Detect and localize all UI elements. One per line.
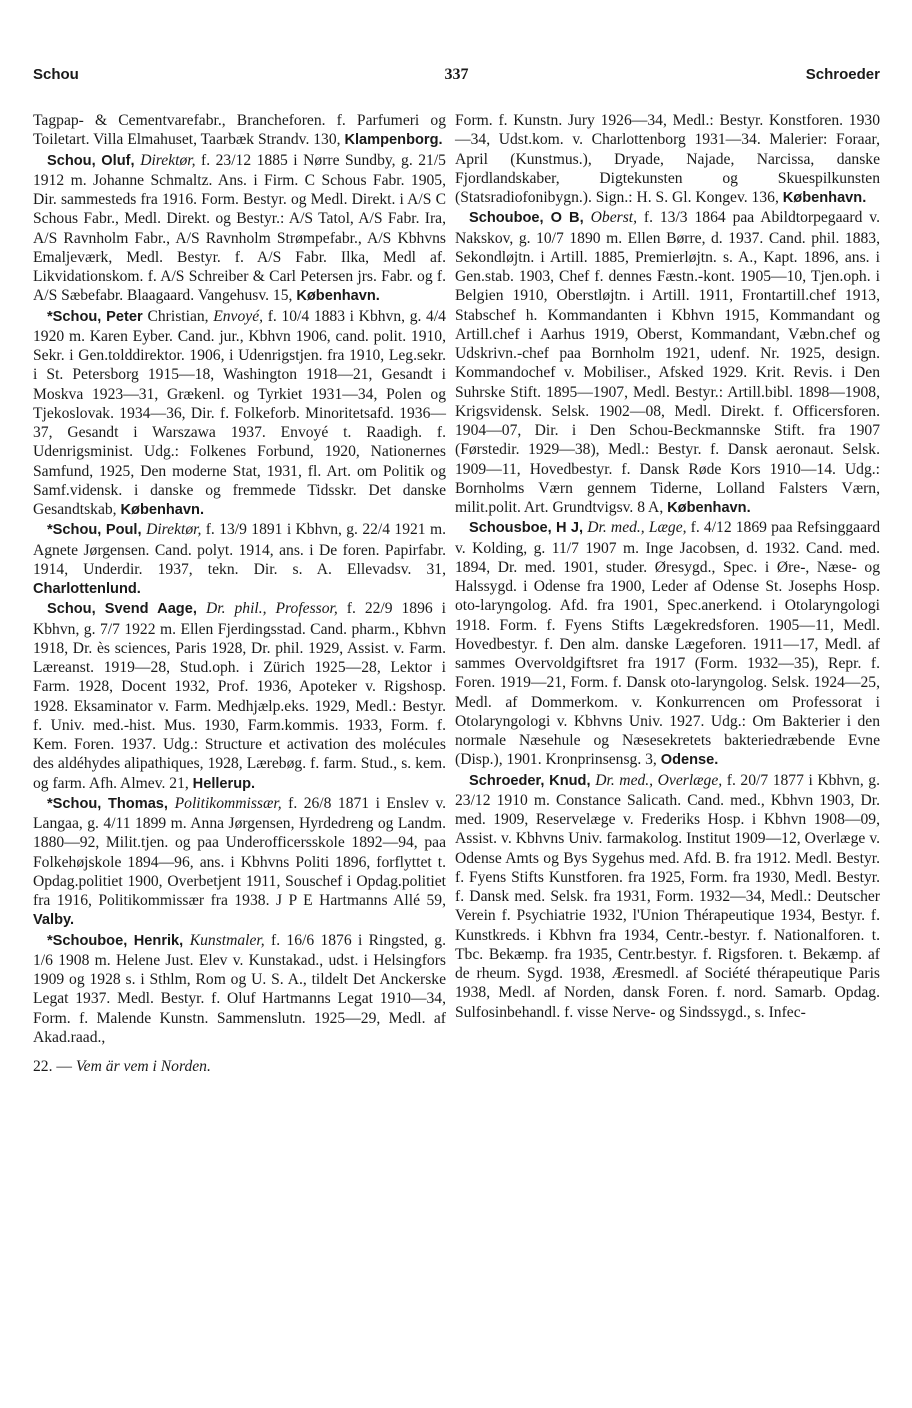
entry-text: Christian, <box>147 307 214 325</box>
biography-entry <box>455 771 880 1022</box>
header-last-entry: Schroeder <box>805 66 880 83</box>
entry-title: Envoyé, <box>213 307 268 325</box>
entry-name: København. <box>782 190 867 206</box>
left-column-wrapper <box>33 111 446 1076</box>
entry-title: Dr. med., Læge, <box>587 519 691 537</box>
entry-text: f. 16/6 1876 i Ringsted, g. 1/6 1908 m. Helene Just. Elev v. Kunstakad., udst. i Helsingfors 1909 og 1928 s. i Sthlm, Rom og U. S. A., tildelt Det Anckerske Legat 1937. Medl. Bestyr. f. Oluf Hartmanns Legat 1910—34, Form. f. Malende Kunstn. Sammenslutn. 1925—29, Medl. af Akad.raad., <box>33 931 447 1046</box>
entry-text: Tagpap- & Cementvarefabr., Brancheforen. f. Parfumeri og Toiletart. Villa Elmahuset, Taarbæk Strandv. 130, <box>33 112 446 149</box>
biography-entry <box>455 111 880 208</box>
entry-name: *Schouboe, Henrik, <box>47 932 190 949</box>
entry-title: Kunstmaler, <box>189 931 271 949</box>
footer-number: 22. — <box>33 1058 76 1075</box>
entry-title: Dr. med., Overlæge, <box>595 771 727 789</box>
right-column <box>455 111 880 1022</box>
entry-title: Direktør, <box>140 151 201 169</box>
entry-name: Schousboe, H J, <box>469 520 588 537</box>
entry-title: Oberst, <box>590 209 644 227</box>
entry-name: Klampenborg. <box>344 132 443 149</box>
footer-signature <box>33 1057 446 1076</box>
entry-name: København. <box>667 500 751 516</box>
entry-name: *Schou, Thomas, <box>47 795 175 812</box>
biography-entry <box>455 518 880 770</box>
entry-text: f. 22/9 1896 i Kbhvn, g. 7/7 1922 m. Ellen Fjerdingsstad. Cand. pharm., Kbhvn 1918, Dr. ès sciences, Paris 1928, Dr. phil. 1929, Assist. v. Farm. Læreanst. 1919—28, Stud.oph. i Zürich 1925—28, Lektor i Farm. 1928, Docent 1932, Prof. 1936, Apoteker v. Rigshosp. 1928. Eksaminator v. Farm. Medhjælp.eks. 1929, Medl.: Bestyr. f. Univ. med.-hist. Mus. 1930, Farm.kommis. 1933, Form. f. Kem. Foren. 1937. Udg.: Structure et activation des molécules des aldéhydes alipathiques, 1928, Lærebøg. f. farm. Stud., s. kem. og farm. Afh. Almev. 21, <box>33 600 446 792</box>
entry-text: f. 26/8 1871 i Enslev v. Langaa, g. 4/11 1899 m. Anna Jørgensen, Hyrdedreng og Landm. 1880—92, Milit.tjen. og paa Underofficersskole 1892—94, paa Folkehøjskole 1894—96, ans. i Kbhvns Politi 1896, forflyttet t. Opdag.politiet 1900, Overbetjent 1911, Souschef i Opdag.politiet fra 1916, Politikommissær fra 1938. J P E Hartmanns Allé 59, <box>33 794 447 909</box>
biography-entry <box>455 208 880 518</box>
page-number: 337 <box>444 66 469 83</box>
entry-name: *Schou, Peter <box>47 308 148 325</box>
entry-name: Charlottenlund. <box>33 581 141 597</box>
entry-title: Direktør, <box>146 521 206 539</box>
entry-text: f. 13/9 1891 i Kbhvn, g. 22/4 1921 m. Agnete Jørgensen. Cand. polyt. 1914, ans. i De foren. Papirfabr. 1914, Underdir. 1937, tekn. Dir. s. A. Ellevadsv. 31, <box>33 521 446 578</box>
biography-entry <box>33 520 446 599</box>
left-column <box>33 111 446 1047</box>
entry-text: f. 23/12 1885 i Nørre Sundby, g. 21/5 1912 m. Johanne Schmaltz. Ans. i Firm. C Schous Fabr. 1905, Dir. sammesteds fra 1916. Form. Bestyr. og Medl. Direkt. i A/S C Schous Fabr., Medl. Direkt. og Bestyr.: A/S Tatol, A/S Fabr. Ira, A/S Ravnholm Fabr., A/S Ravnholm Strømpefabr., A/S Kbhvns Emaljeværk, Medl. Bestyr. f. A/S Fabr. Ilka, Medl af. Likvidationskom. f. A/S Schreiber & Carl Petersen jrs. Fabr. og f. A/S Sæbefabr. Blaagaard. Vangehusv. 15, <box>33 151 446 305</box>
entry-text: f. 20/7 1877 i Kbhvn, g. 23/12 1910 m. Constance Salicath. Cand. med., Kbhvn 1903, Dr. med. 1909, Reservelæge v. Frederiks Hosp. i Kbhvn 1908—09, Assist. v. Kbhvns Univ. farmakolog. Institut 1909—12, Overlæge v. Odense Amts og Bys Sygehus med. Afd. B. fra 1912. Medl. Bestyr. f. Fyens Stifts Kunstforen. fra 1925, Form. fra 1930, Medl. Bestyr. f. Dansk med. Selsk. fra 1931, Form. 1932—34, Medl.: Deutscher Verein f. Psychiatrie 1932, l'Union Thérapeutique 1934, Bestyr. f. Kunstkreds. i Kbhvn fra 1934, Centr.-bestyr. f. Nationalforen. t. Tbc. Bekæmp. fra 1935, Centr.bestyr. f. Rigsforen. t. Bekæmp. af de rheum. Sygd. 1938, Æresmedl. af Société thérapeutique Paris 1938, Medl. af Norden, dansk Foren. f. nord. Samarb. Opdag. Sulfosinbehandl. f. visse Nerve- og Sindssygd., s. Infec- <box>455 771 880 1021</box>
entry-name: Valby. <box>33 912 75 929</box>
biography-entry <box>33 307 446 521</box>
entry-text: f. 13/3 1864 paa Abildtorpegaard v. Nakskov, g. 10/7 1890 m. Ellen Børre, d. 1937. Cand. phil. 1883, Sekondløjtn. i Artill. 1885, Premierløjtn. s. A., Kapt. 1896, ans. i Gen.stab. 1903, Chef f. dennes Fæstn.-kont. 1905—10, Tjen.oph. i Belgien 1910, Oberstløjtn. i Artill. 1911, Frontartill.chef 1913, Stabschef h. Kommandanten i Kbhvn 1915, Kommandant og Artill.chef i Aarhus 1919, Oberst, Kommandant, Væbn.chef og Udskrivn.-chef paa Bornholm 1921, udenf. Nr. 1925, design. Kommandochef v. Mobiliser., Afsked 1929. Krit. Revis. i Den Suhrske Stift. 1895—1907, Medl. Bestyr.: Artill.bibl. 1898—1908, Krigsvidensk. Selsk. 1902—08, Medl. Direkt. f. Officersforen. 1904—07, Dir. i Den Schou-Beckmannske Stift. fra 1907 (Førstedir. 1929—38), Medl.: Bestyr. f. Dansk aeronaut. Selsk. 1909—11, Hovedbestyr. f. Dansk Røde Kors 1910—14. Udg.: Bornholms Værn gennem Tiderne, Lolland Falsters Værn, milit.polit. Art. Grundtvigsv. 8 A, <box>455 209 880 516</box>
entry-name: Schou, Svend Aage, <box>47 601 207 618</box>
entry-name: Schroeder, Knud, <box>469 772 596 789</box>
entry-name: Odense. <box>660 752 719 769</box>
biography-entry <box>33 599 446 794</box>
running-header <box>33 66 880 88</box>
entry-title: Politikommissær, <box>174 794 289 812</box>
entry-name: Hellerup. <box>192 775 256 792</box>
entry-text: f. 10/4 1883 i Kbhvn, g. 4/4 1920 m. Karen Eyber. Cand. jur., Kbhvn 1906, cand. polit. 1910, Sekr. i Gen.tolddirektor. 1906, i Udenrigstjen. fra 1910, Leg.sekr. i St. Petersborg 1915—18, Washington 1918—21, Gesandt i Moskva 1923—31, Grækenl. og Tyrkiet 1931—34, Polen og Tjekoslovak. 1934—36, Dir. f. Folkeforb. Minoritetsafd. 1936—37, Gesandt i Warszawa 1937. Envoyé t. Raadigh. f. Udenrigsminist. Udg.: Folkenes Forbund, 1920, Nationernes Samfund, 1925, Den moderne Stat, 1931, fl. Art. om Politik og Samf.vidensk. i danske og fremmede Tidsskr. Det danske Gesandtskab, <box>33 307 446 518</box>
biography-entry <box>33 931 446 1048</box>
entry-name: København. <box>296 288 380 305</box>
footer-title: Vem är vem i Norden. <box>75 1058 211 1075</box>
entry-text: f. 4/12 1869 paa Refsinggaard v. Kolding, g. 11/7 1907 m. Inge Jacobsen, d. 1932. Cand. med. 1894, Dr. med. 1901, studer. Øresygd., Spec. i Øre-, Næse- og Halssygd. i Odense fra 1900, Leder af Odense St. Josephs Hosp. oto-laryngolog. Afd. fra 1901, Spec.anerkend. i Otolaryngologi 1918. Form. f. Fyens Stifts Lægekredsforen. 1905—11, Medl. Hovedbestyr. f. Den alm. danske Lægeforen. 1911—17, Medl. af sammes Overvoldgiftsret fra 1917 (Form. 1932—35), Repr. f. Foren. 1919—21, Form. f. Dansk oto-laryngolog. Selsk. 1924—25, Medl. af Dommerkom. v. Konkurrencen om Professorat i Otolaryngologi v. Kbhvns Univ. 1927. Udg.: Om Bakterier i den normale Næsehule og Næsesekretets bakteriedræbende Evne (Disp.), 1901. Kronprinsensg. 3, <box>455 519 880 769</box>
entry-title: Dr. phil., Professor, <box>206 600 347 618</box>
biography-entry <box>33 794 446 931</box>
entry-name: Schouboe, O B, <box>469 210 591 227</box>
biography-entry <box>33 111 446 151</box>
entry-name: *Schou, Poul, <box>47 522 147 539</box>
biography-entry <box>33 151 446 307</box>
header-first-entry: Schou <box>33 66 79 83</box>
entry-text: Form. f. Kunstn. Jury 1926—34, Medl.: Bestyr. Konstforen. 1930—34, Udst.kom. v. Charlottenborg 1931—34. Malerier: Foraar, April (Kunstmus.), Dryade, Najade, Narcissa, danske Fjordlandskaber, Digtekunsten og Skuespilkunsten (Statsradiofonibygn.). Sign.: H. S. Gl. Kongev. 136, <box>455 112 880 206</box>
entry-name: Schou, Oluf, <box>47 152 141 169</box>
entry-name: København. <box>120 502 204 518</box>
